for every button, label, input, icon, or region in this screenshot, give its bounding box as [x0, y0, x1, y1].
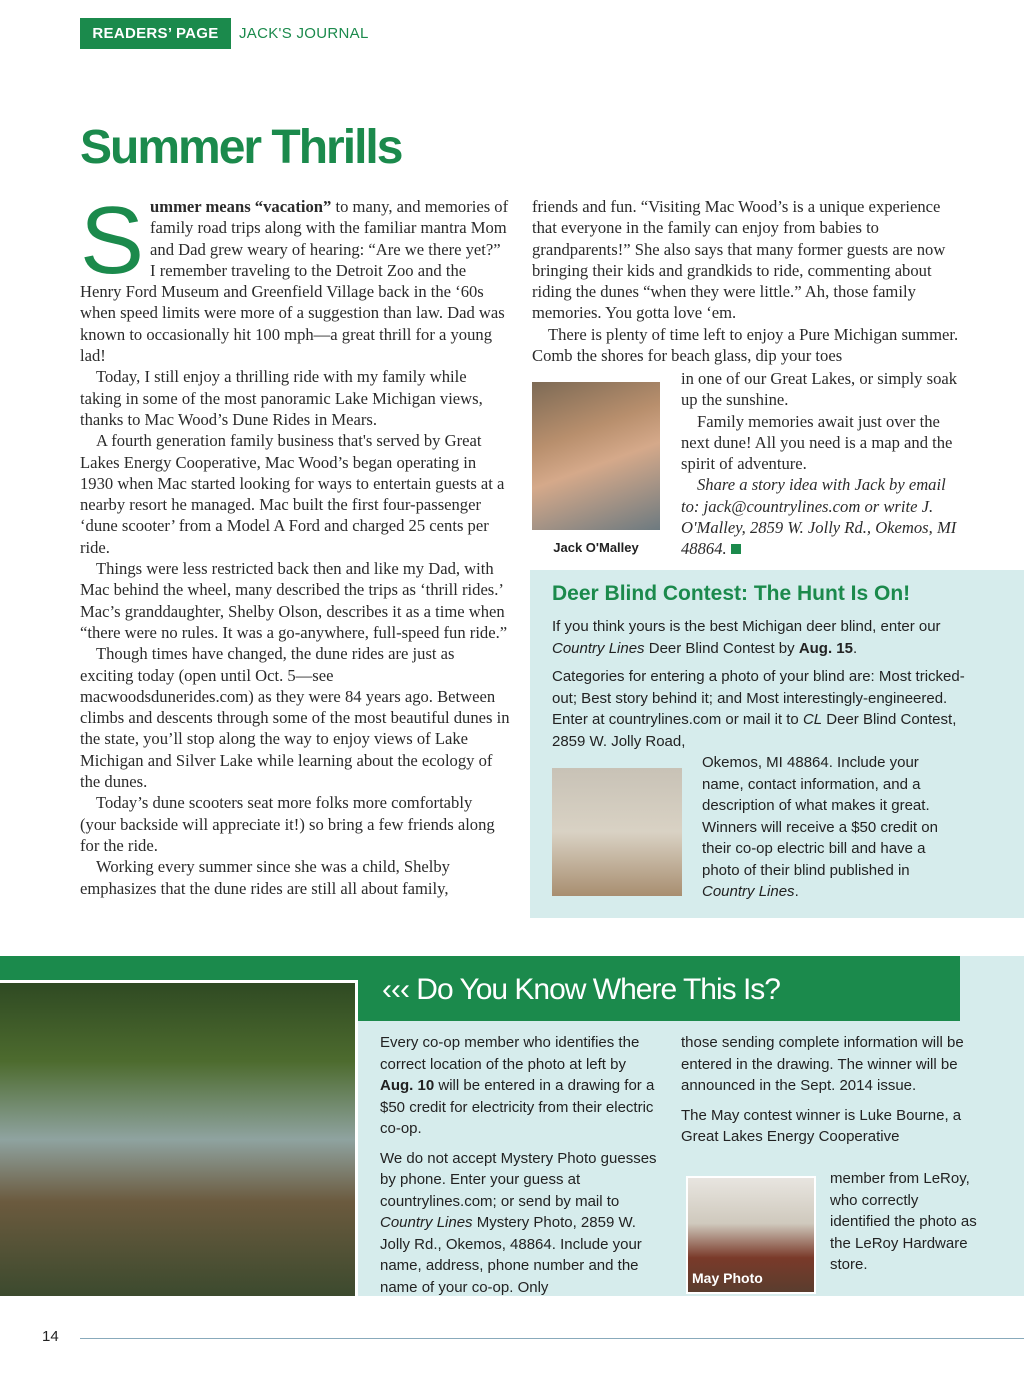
end-mark-icon — [731, 544, 741, 554]
publication-name: CL — [802, 711, 823, 728]
article-paragraph: Though times have changed, the dune rides are just as exciting today (open until Oct. 5—see macwoodsdunerides.com) as they were 84 years ago. Between climbs and descents through some of the most beautiful dunes in the state, you’ll stop along the way to enjoy views of Lake Michigan and Silver Lake while learning about the ecology of the dunes. — [80, 644, 510, 792]
mystery-column-1 — [380, 1032, 660, 1306]
lead-text: to many, and memories of family road trips along with the familiar mantra Mom and Dad grew weary of hearing: “Are we there yet?” I remember traveling to the Detroit Zoo and the Henry Ford Museum and Greenfield Village back in the ‘60s when speed limits were more of a suggestion than law. Dad was known to occasionally hit 100 mph—a great thrill for a young lad! — [80, 197, 509, 366]
mystery-paragraph — [380, 1148, 660, 1299]
deadline: Aug. 10 — [380, 1077, 435, 1094]
section-badge: READERS’ PAGE — [80, 18, 231, 49]
text: Okemos, MI 48864. Include your name, contact information, and a description of what makes it great. Winners will receive a $50 credit on their co-op electric bill and have a photo of their blind published in — [702, 754, 938, 879]
article-paragraph: Family memories await just over the next dune! All you need is a map and the spirit of adventure. — [681, 411, 953, 474]
deer-contest-title: Deer Blind Contest: The Hunt Is On! — [552, 582, 911, 605]
text: will be entered in a drawing for a $50 credit for electricity from their electric co-op. — [380, 1077, 655, 1137]
mystery-title: ‹‹‹ Do You Know Where This Is? — [382, 973, 780, 1006]
lead-bold: ummer means “vacation” — [150, 197, 332, 216]
article-paragraph: friends and fun. “Visiting Mac Wood’s is a unique experience that everyone in the family can enjoy from babies to grandparents!” She also says that many former guests are now bringing their kids and grandkids to ride, commenting about riding the dunes “when they were little.” Ah, those family memories. You gotta love ‘em. — [532, 197, 946, 323]
column-name: JACK'S JOURNAL — [239, 25, 369, 42]
footer-divider — [80, 1338, 1024, 1339]
text: Deer Blind Contest by — [644, 639, 799, 657]
text: Categories for entering a photo of your blind are: Most tricked-out; Best story behind it; and Most interestingly-engineered. Enter at countrylines.com or mail it to — [552, 668, 965, 728]
article-column-2 — [532, 196, 962, 366]
text: Deer Blind Contest, 2859 W. Jolly Road, — [552, 711, 957, 750]
deer-photo — [552, 768, 682, 896]
mystery-photo — [0, 980, 358, 1299]
article-paragraph: Today’s dune scooters seat more folks more comfortably (your backside will appreciate it!) so bring a few friends along for the ride. — [80, 793, 495, 855]
text: We do not accept Mystery Photo guesses by phone. Enter your guess at countrylines.com; or send by mail to — [380, 1149, 657, 1210]
text: If you think yours is the best Michigan deer blind, enter our — [552, 618, 941, 635]
photo-caption: Jack O'Malley — [553, 540, 639, 555]
text: . — [853, 639, 858, 657]
publication-name: Country Lines — [380, 1214, 473, 1231]
deadline: Aug. 15 — [798, 639, 853, 657]
dropcap: S — [80, 187, 145, 294]
mystery-paragraph: those sending complete information will be entered in the drawing. The winner will be announced in the Sept. 2014 issue. — [681, 1034, 964, 1094]
contact-note — [681, 474, 963, 559]
article-paragraph: There is plenty of time left to enjoy a Pure Michigan summer. Comb the shores for beach glass, dip your toes — [532, 324, 959, 366]
article-lead — [80, 187, 510, 366]
contact-text: Share a story idea with Jack by email to: jack@countrylines.com or write J. O'Malley, 2859 W. Jolly Rd., Okemos, MI 48864. — [681, 475, 957, 559]
article-paragraph: in one of our Great Lakes, or simply soak up the sunshine. — [681, 369, 958, 410]
publication-name: Country Lines — [552, 639, 645, 657]
mystery-column-2 — [681, 1032, 971, 1156]
mystery-paragraph: The May contest winner is Luke Bourne, a Great Lakes Energy Cooperative — [681, 1106, 962, 1145]
deer-paragraph-2 — [552, 666, 972, 752]
text: Every co-op member who identifies the correct location of the photo at left by — [380, 1034, 640, 1073]
article-paragraph: Things were less restricted back then and like my Dad, with Mac behind the wheel, many described the trips as ‘thrill rides.’ Mac’s granddaughter, Shelby Olson, describes it as a time when “there were no rules. It was a go-anywhere, full-speed fun ride.” — [80, 559, 508, 642]
mystery-paragraph — [380, 1032, 660, 1140]
article-paragraph: Today, I still enjoy a thrilling ride with my family while taking in some of the most panoramic Lake Michigan views, thanks to Mac Wood’s Dune Rides in Mears. — [80, 367, 483, 429]
may-winner-text: member from LeRoy, who correctly identified the photo as the LeRoy Hardware store. — [830, 1170, 977, 1273]
publication-name: Country Lines — [702, 883, 795, 900]
deer-paragraph-1 — [552, 616, 972, 659]
page-title: Summer Thrills — [80, 121, 402, 174]
may-photo-label: May Photo — [692, 1270, 763, 1286]
article-column-1 — [80, 187, 510, 899]
author-photo — [532, 382, 660, 530]
page-number: 14 — [42, 1328, 59, 1345]
text: Mystery Photo, 2859 W. Jolly Rd., Okemos, 48864. Include your name, address, phone number and the name of your co-op. Only — [380, 1214, 642, 1296]
article-column-2-wrap — [681, 368, 963, 560]
article-paragraph: Working every summer since she was a child, Shelby emphasizes that the dune rides are still all about family, — [80, 857, 450, 898]
article-paragraph: A fourth generation family business that's served by Great Lakes Energy Cooperative, Mac Wood’s began operating in 1930 when Mac started looking for ways to entertain guests at a nearby resort he managed. Mac built the first four-passenger ‘dune scooter’ from a Model A Ford and charged 25 cents per ride. — [80, 431, 505, 557]
text: . — [794, 883, 799, 900]
deer-paragraph-3 — [702, 752, 962, 903]
